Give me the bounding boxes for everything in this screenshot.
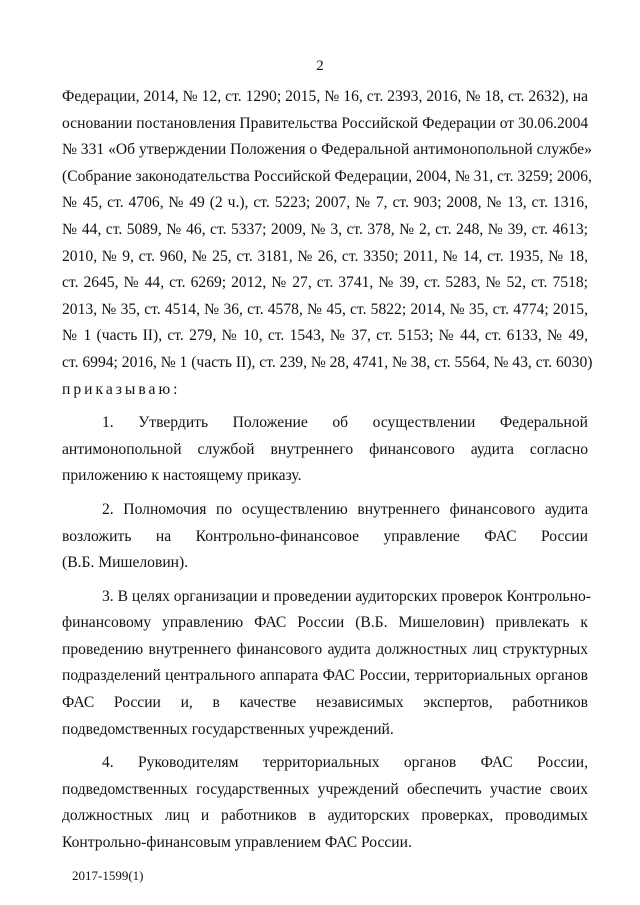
item-line: подведомственных государственных учреждений обеспечить участие своих <box>62 780 588 798</box>
document-registration-code: 2017-1599(1) <box>72 868 144 883</box>
order-item-2 <box>62 497 588 577</box>
order-word: приказываю: <box>62 380 181 398</box>
order-item-1 <box>62 410 588 490</box>
preamble-line: (Собрание законодательства Российской Федерации, 2004, № 31, ст. 3259; 2006, <box>62 167 592 185</box>
preamble-line: ст. 6994; 2016, № 1 (часть II), ст. 239, № 28, 4741, № 38, ст. 5564, № 43, ст. 6030) <box>62 353 593 371</box>
preamble-line: 2013, № 35, ст. 4514, № 36, ст. 4578, № 45, ст. 5822; 2014, № 35, ст. 4774; 2015, <box>62 300 588 318</box>
item-line: 1. Утвердить Положение об осуществлении Федеральной <box>102 414 588 432</box>
item-line: подведомственных государственных учреждений. <box>62 720 394 738</box>
preamble-line: № 331 «Об утверждении Положения о Федеральной антимонопольной службе» <box>62 141 592 159</box>
preamble-paragraph <box>62 84 593 377</box>
item-line: ФАС России и, в качестве независимых экспертов, работников <box>62 694 588 712</box>
item-line: приложению к настоящему приказу. <box>62 467 302 485</box>
item-line: 2. Полномочия по осуществлению внутреннего финансового аудита <box>102 500 588 518</box>
preamble-line: № 1 (часть II), ст. 279, № 10, ст. 1543, № 37, ст. 5153; № 44, ст. 6133, № 49, <box>62 327 588 345</box>
item-line: финансовому управлению ФАС России (В.Б. Мишеловин) привлекать к <box>62 614 588 632</box>
page-number: 2 <box>316 58 324 74</box>
preamble-line: ст. 2645, № 44, ст. 6269; 2012, № 27, ст. 3741, № 39, ст. 5283, № 52, ст. 7518; <box>62 274 588 292</box>
item-line: (В.Б. Мишеловин). <box>62 554 189 572</box>
item-line: антимонопольной службой внутреннего финансового аудита согласно <box>62 440 588 458</box>
item-line: должностных лиц и работников в аудиторских проверках, проводимых <box>62 807 588 825</box>
preamble-line: 2010, № 9, ст. 960, № 25, ст. 3181, № 26, ст. 3350; 2011, № 14, ст. 1935, № 18, <box>62 247 588 265</box>
preamble-line: № 44, ст. 5089, № 46, ст. 5337; 2009, № 3, ст. 378, № 2, ст. 248, № 39, ст. 4613; <box>62 220 588 238</box>
preamble-line: основании постановления Правительства Российской Федерации от 30.06.2004 <box>62 114 589 132</box>
item-line: возложить на Контрольно-финансовое управление ФАС России <box>62 527 588 545</box>
preamble-line: № 45, ст. 4706, № 49 (2 ч.), ст. 5223; 2007, № 7, ст. 903; 2008, № 13, ст. 1316, <box>62 194 588 212</box>
item-line: Контрольно-финансовым управлением ФАС России. <box>62 834 412 852</box>
item-line: 3. В целях организации и проведении аудиторских проверок Контрольно- <box>102 587 591 605</box>
item-line: подразделений центрального аппарата ФАС России, территориальных органов <box>62 667 588 685</box>
document-body <box>62 84 593 857</box>
order-item-3 <box>62 584 591 744</box>
item-line: проведению внутреннего финансового аудита должностных лиц структурных <box>62 640 588 658</box>
order-item-4 <box>62 750 588 856</box>
item-line: 4. Руководителям территориальных органов ФАС России, <box>102 754 588 772</box>
preamble-line: Федерации, 2014, № 12, ст. 1290; 2015, № 16, ст. 2393, 2016, № 18, ст. 2632), на <box>62 88 588 105</box>
